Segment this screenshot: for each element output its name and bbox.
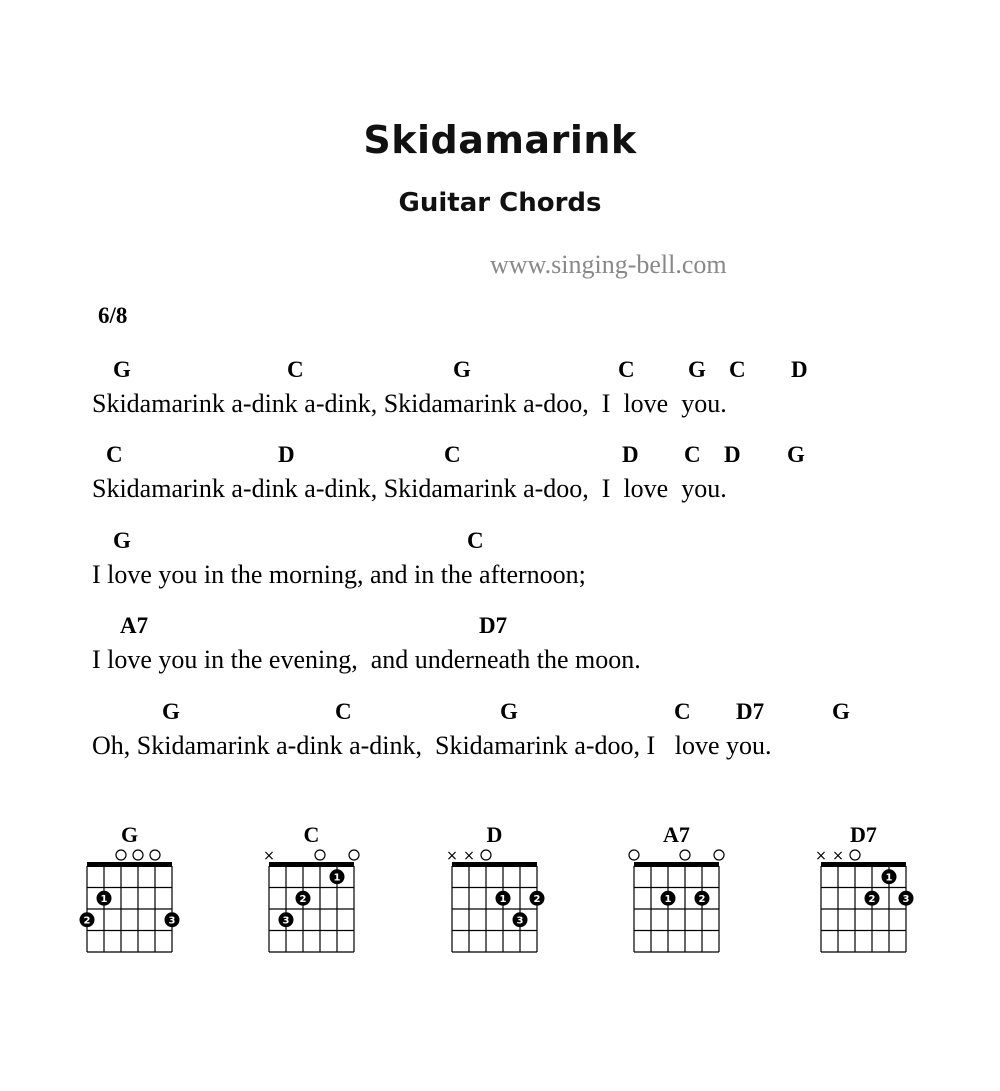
finger-number: 3	[168, 915, 176, 927]
chord-label: G	[162, 699, 180, 724]
lyric-line: Oh, Skidamarink a-dink a-dink, Skidamarink a-doo, I love you.	[92, 731, 772, 760]
open-string-icon	[150, 850, 160, 860]
finger-number: 2	[299, 893, 307, 905]
lyric-line: Skidamarink a-dink a-dink, Skidamarink a-doo, I love you.	[92, 389, 727, 418]
chord-label: G	[688, 357, 706, 382]
chord-label: A7	[120, 613, 149, 638]
chord-label: C	[674, 699, 691, 724]
muted-string-icon: ×	[463, 848, 475, 864]
chord-label: D	[791, 357, 808, 382]
chord-label: C	[106, 442, 123, 467]
chord-label: D7	[479, 613, 508, 638]
chord-diagram-nut	[87, 862, 172, 867]
finger-number: 2	[83, 915, 91, 927]
chord-diagram-name: D7	[850, 822, 877, 847]
lyric-line: Skidamarink a-dink a-dink, Skidamarink a-doo, I love you.	[92, 474, 727, 503]
finger-number: 1	[664, 893, 672, 905]
open-string-icon	[133, 850, 143, 860]
song-title: Skidamarink	[363, 118, 637, 162]
chord-label: C	[684, 442, 701, 467]
lyric-line: I love you in the morning, and in the afternoon;	[92, 560, 586, 589]
finger-number: 1	[885, 872, 893, 884]
chord-diagram-c	[257, 812, 367, 972]
finger-number: 3	[902, 893, 910, 905]
finger-number: 3	[282, 915, 290, 927]
chord-label: D	[278, 442, 295, 467]
open-string-icon	[629, 850, 639, 860]
chord-label: G	[787, 442, 805, 467]
chord-label: C	[287, 357, 304, 382]
chord-label: C	[618, 357, 635, 382]
finger-number: 1	[100, 893, 108, 905]
chord-label: G	[500, 699, 518, 724]
lyric-line: I love you in the evening, and underneath the moon.	[92, 645, 641, 674]
chord-label: G	[832, 699, 850, 724]
chord-label: D	[724, 442, 741, 467]
chord-diagram-a7	[622, 812, 732, 972]
chord-label: D7	[736, 699, 765, 724]
chord-diagram-d7	[809, 812, 919, 972]
finger-number: 3	[516, 915, 524, 927]
muted-string-icon: ×	[446, 848, 458, 864]
finger-number: 1	[499, 893, 507, 905]
chord-diagram-nut	[634, 862, 719, 867]
chord-diagram-name: G	[120, 822, 139, 847]
open-string-icon	[850, 850, 860, 860]
song-subtitle: Guitar Chords	[398, 188, 602, 218]
open-string-icon	[680, 850, 690, 860]
chord-diagram-name: C	[303, 822, 320, 847]
muted-string-icon: ×	[815, 848, 827, 864]
open-string-icon	[116, 850, 126, 860]
chord-label: G	[113, 357, 131, 382]
chord-diagram-name: D	[486, 822, 503, 847]
chord-diagram-g	[75, 812, 185, 972]
chord-label: C	[729, 357, 746, 382]
chord-diagram-d	[440, 812, 550, 972]
chord-label: G	[113, 528, 131, 553]
finger-number: 1	[333, 872, 341, 884]
finger-number: 2	[698, 893, 706, 905]
chord-label: C	[335, 699, 352, 724]
open-string-icon	[714, 850, 724, 860]
time-signature: 6/8	[98, 303, 128, 328]
open-string-icon	[315, 850, 325, 860]
chord-diagram-name: A7	[663, 822, 690, 847]
chord-label: C	[467, 528, 484, 553]
chord-label: G	[453, 357, 471, 382]
chord-label: D	[622, 442, 639, 467]
website-url: www.singing-bell.com	[490, 250, 727, 279]
muted-string-icon: ×	[832, 848, 844, 864]
open-string-icon	[349, 850, 359, 860]
finger-number: 2	[533, 893, 541, 905]
finger-number: 2	[868, 893, 876, 905]
chord-label: C	[444, 442, 461, 467]
muted-string-icon: ×	[263, 848, 275, 864]
chord-diagram-nut	[269, 862, 354, 867]
open-string-icon	[481, 850, 491, 860]
